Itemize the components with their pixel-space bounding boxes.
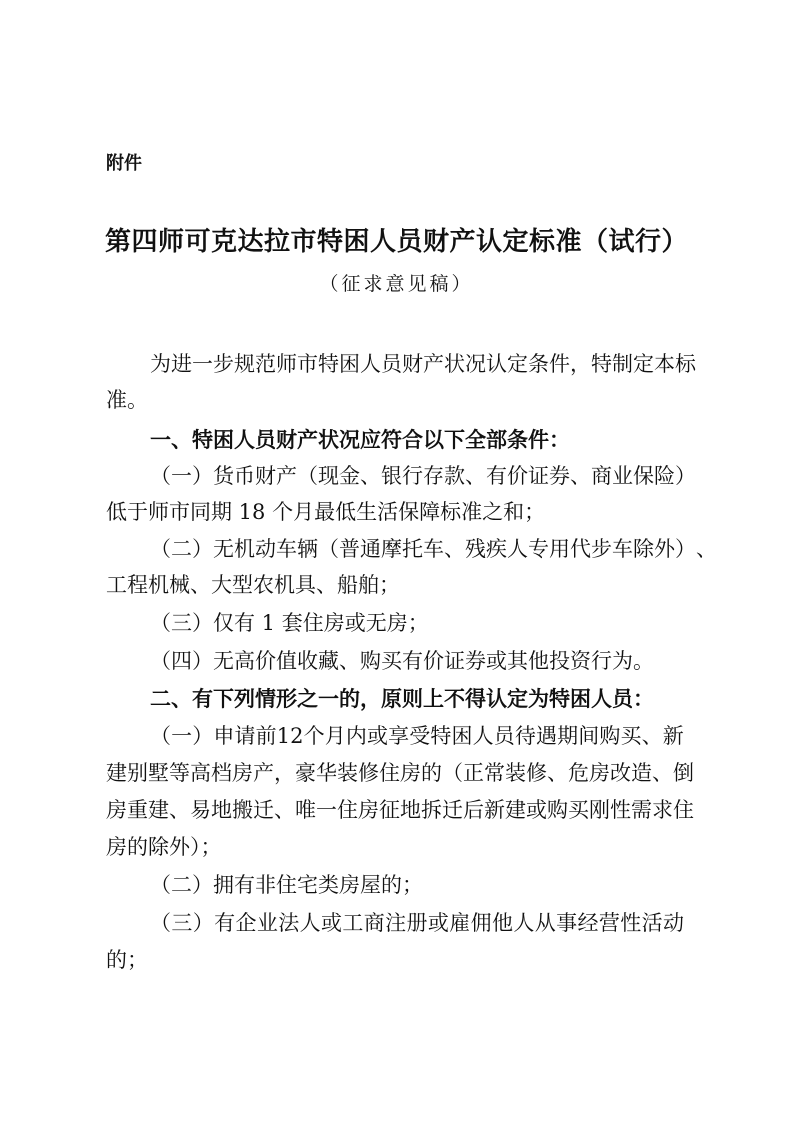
document-subtitle: （征求意见稿） [319, 273, 474, 295]
item-2-1-line-2: 建 别 墅 等 高 档 房 产 ， 豪 华 装 修 住 房 的 （ 正 常 装 修 、 危 房 改 造 、 倒 [106, 761, 694, 785]
attachment-label: 附件 [106, 153, 142, 174]
paragraph-intro-line-2: 准。 [106, 388, 148, 412]
item-1-4: （四）无高价值收藏、购买有价证券或其他投资行为。 [150, 649, 654, 673]
item-2-3-line-2: 的； [106, 948, 148, 972]
document-title: 第四师可克达拉市特困人员财产认定标准（试行） [104, 227, 688, 257]
item-1-1-line-2: 低于师市同期 18 个月最低生活保障标准之和； [106, 500, 546, 524]
item-2-2: （二）拥有非住宅类房屋的； [150, 873, 423, 897]
section-heading-1: 一、特困人员财产状况应符合以下全部条件： [150, 428, 570, 452]
item-2-1-line-1: （ 一 ） 申 请 前 12 个 月 内 或 享 受 特 困 人 员 待 遇 期 间 购 买 、 新 [150, 724, 684, 748]
item-2-3-line-1: （ 三 ） 有 企 业 法 人 或 工 商 注 册 或 雇 佣 他 人 从 事 经 营 性 活 动 [150, 911, 684, 935]
section-heading-2: 二、有下列情形之一的，原则上不得认定为特困人员： [150, 687, 654, 711]
item-1-2-line-1: （ 二 ） 无 机 动 车 辆 （ 普 通 摩 托 车 、 残 疾 人 专 用 代 步 车 除 外 ） 、 [150, 537, 717, 561]
item-1-3: （三）仅有 1 套住房或无房； [150, 611, 429, 635]
paragraph-intro-line-1: 为 进 一 步 规 范 师 市 特 困 人 员 财 产 状 况 认 定 条 件 ， 特 制 定 本 标 [150, 352, 696, 376]
item-1-1-line-1: （ 一 ） 货 币 财 产 （ 现 金 、 银 行 存 款 、 有 价 证 券 、 商 业 保 险 ） [150, 464, 696, 488]
item-2-1-line-4: 房的除外）； [106, 835, 222, 859]
item-1-2-line-2: 工程机械、大型农机具、船舶； [106, 573, 400, 597]
item-2-1-line-3: 房 重 建 、 易 地 搬 迁 、 唯 一 住 房 征 地 拆 迁 后 新 建 或 购 买 刚 性 需 求 住 [106, 798, 694, 822]
